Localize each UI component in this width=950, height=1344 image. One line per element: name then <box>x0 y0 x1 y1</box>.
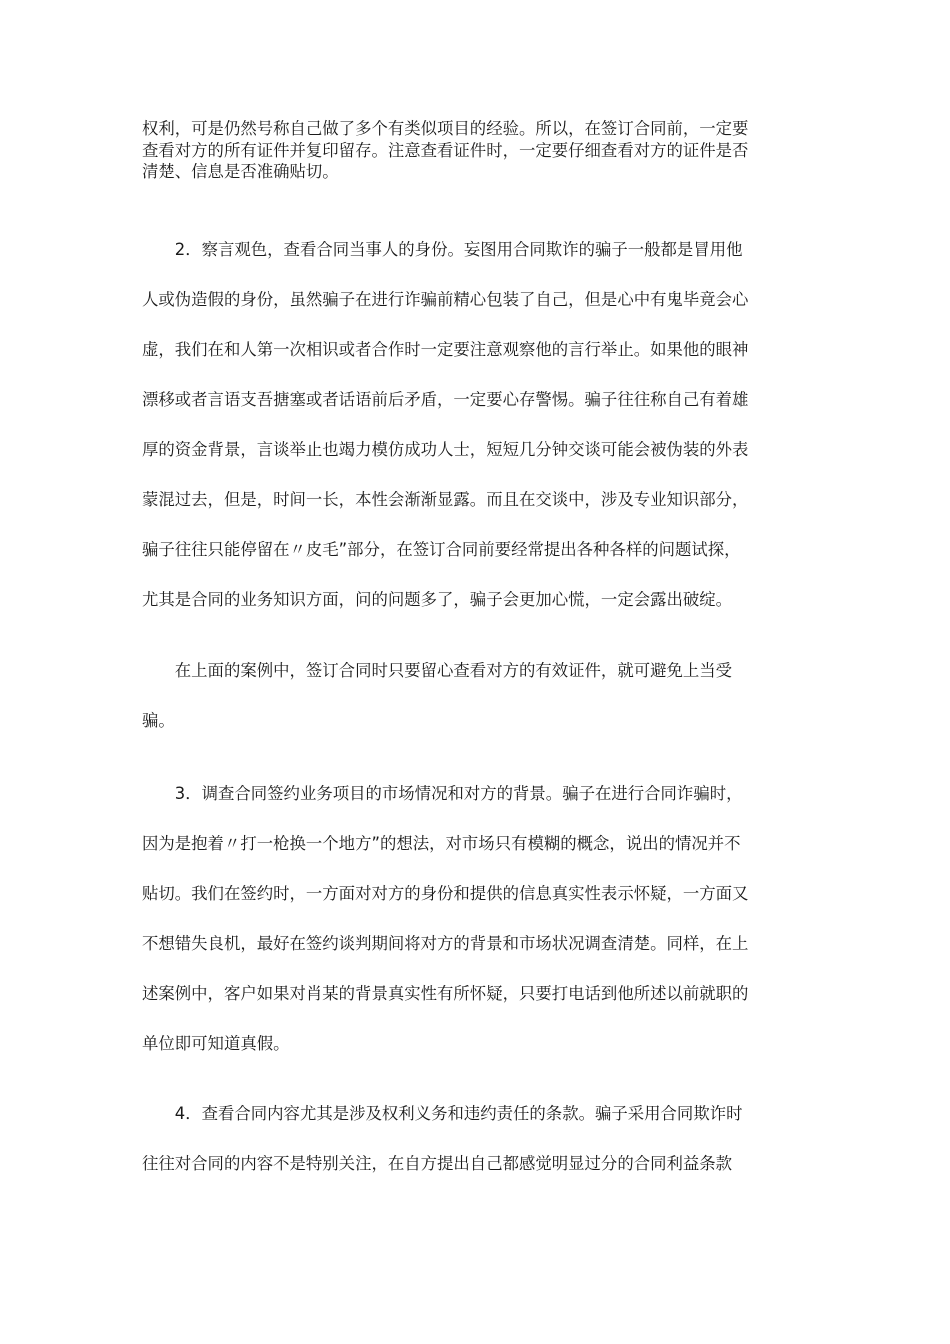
paragraph-point-2-identity <box>142 225 818 625</box>
text-line: 3．调查合同签约业务项目的市场情况和对方的背景。骗子在进行合同诈骗时， <box>142 784 743 803</box>
text-line: 蒙混过去，但是，时间一长，本性会渐渐显露。而且在交谈中，涉及专业知识部分， <box>142 490 749 509</box>
text-line: 单位即可知道真假。 <box>142 1034 290 1053</box>
text-line: 权利，可是仍然号称自己做了多个有类似项目的经验。所以，在签订合同前，一定要 <box>142 119 749 138</box>
text-line: 厚的资金背景，言谈举止也竭力模仿成功人士，短短几分钟交谈可能会被伪装的外表 <box>142 440 749 459</box>
text-line: 2．察言观色，查看合同当事人的身份。妄图用合同欺诈的骗子一般都是冒用他 <box>142 240 743 259</box>
paragraph-verify-documents <box>142 118 818 183</box>
text-line: 骗子往往只能停留在〃皮毛”部分，在签订合同前要经常提出各种各样的问题试探， <box>142 540 741 559</box>
paragraph-case-note <box>142 646 818 746</box>
text-line: 因为是抱着〃打一枪换一个地方”的想法，对市场只有模糊的概念，说出的情况并不 <box>142 834 741 853</box>
text-line: 往往对合同的内容不是特别关注，在自方提出自己都感觉明显过分的合同利益条款 <box>142 1154 733 1173</box>
paragraph-point-4-contract-terms <box>142 1089 818 1189</box>
text-line: 述案例中，客户如果对肖某的背景真实性有所怀疑，只要打电话到他所述以前就职的 <box>142 984 749 1003</box>
text-line: 贴切。我们在签约时，一方面对对方的身份和提供的信息真实性表示怀疑，一方面又 <box>142 884 749 903</box>
text-line: 在上面的案例中，签订合同时只要留心查看对方的有效证件，就可避免上当受 <box>142 661 733 680</box>
text-line: 清楚、信息是否准确贴切。 <box>142 162 339 181</box>
text-line: 尤其是合同的业务知识方面，问的问题多了，骗子会更加心慌，一定会露出破绽。 <box>142 590 733 609</box>
text-line: 人或伪造假的身份，虽然骗子在进行诈骗前精心包装了自己，但是心中有鬼毕竟会心 <box>142 290 749 309</box>
text-line: 4．查看合同内容尤其是涉及权利义务和违约责任的条款。骗子采用合同欺诈时 <box>142 1104 743 1123</box>
text-line: 查看对方的所有证件并复印留存。注意查看证件时，一定要仔细查看对方的证件是否 <box>142 140 749 160</box>
text-line: 不想错失良机，最好在签约谈判期间将对方的背景和市场状况调查清楚。同样，在上 <box>142 934 749 953</box>
paragraph-point-3-market <box>142 769 818 1069</box>
text-line: 虚，我们在和人第一次相识或者合作时一定要注意观察他的言行举止。如果他的眼神 <box>142 340 749 359</box>
text-line: 骗。 <box>142 711 175 730</box>
text-line: 漂移或者言语支吾搪塞或者话语前后矛盾，一定要心存警惕。骗子往往称自己有着雄 <box>142 390 749 409</box>
